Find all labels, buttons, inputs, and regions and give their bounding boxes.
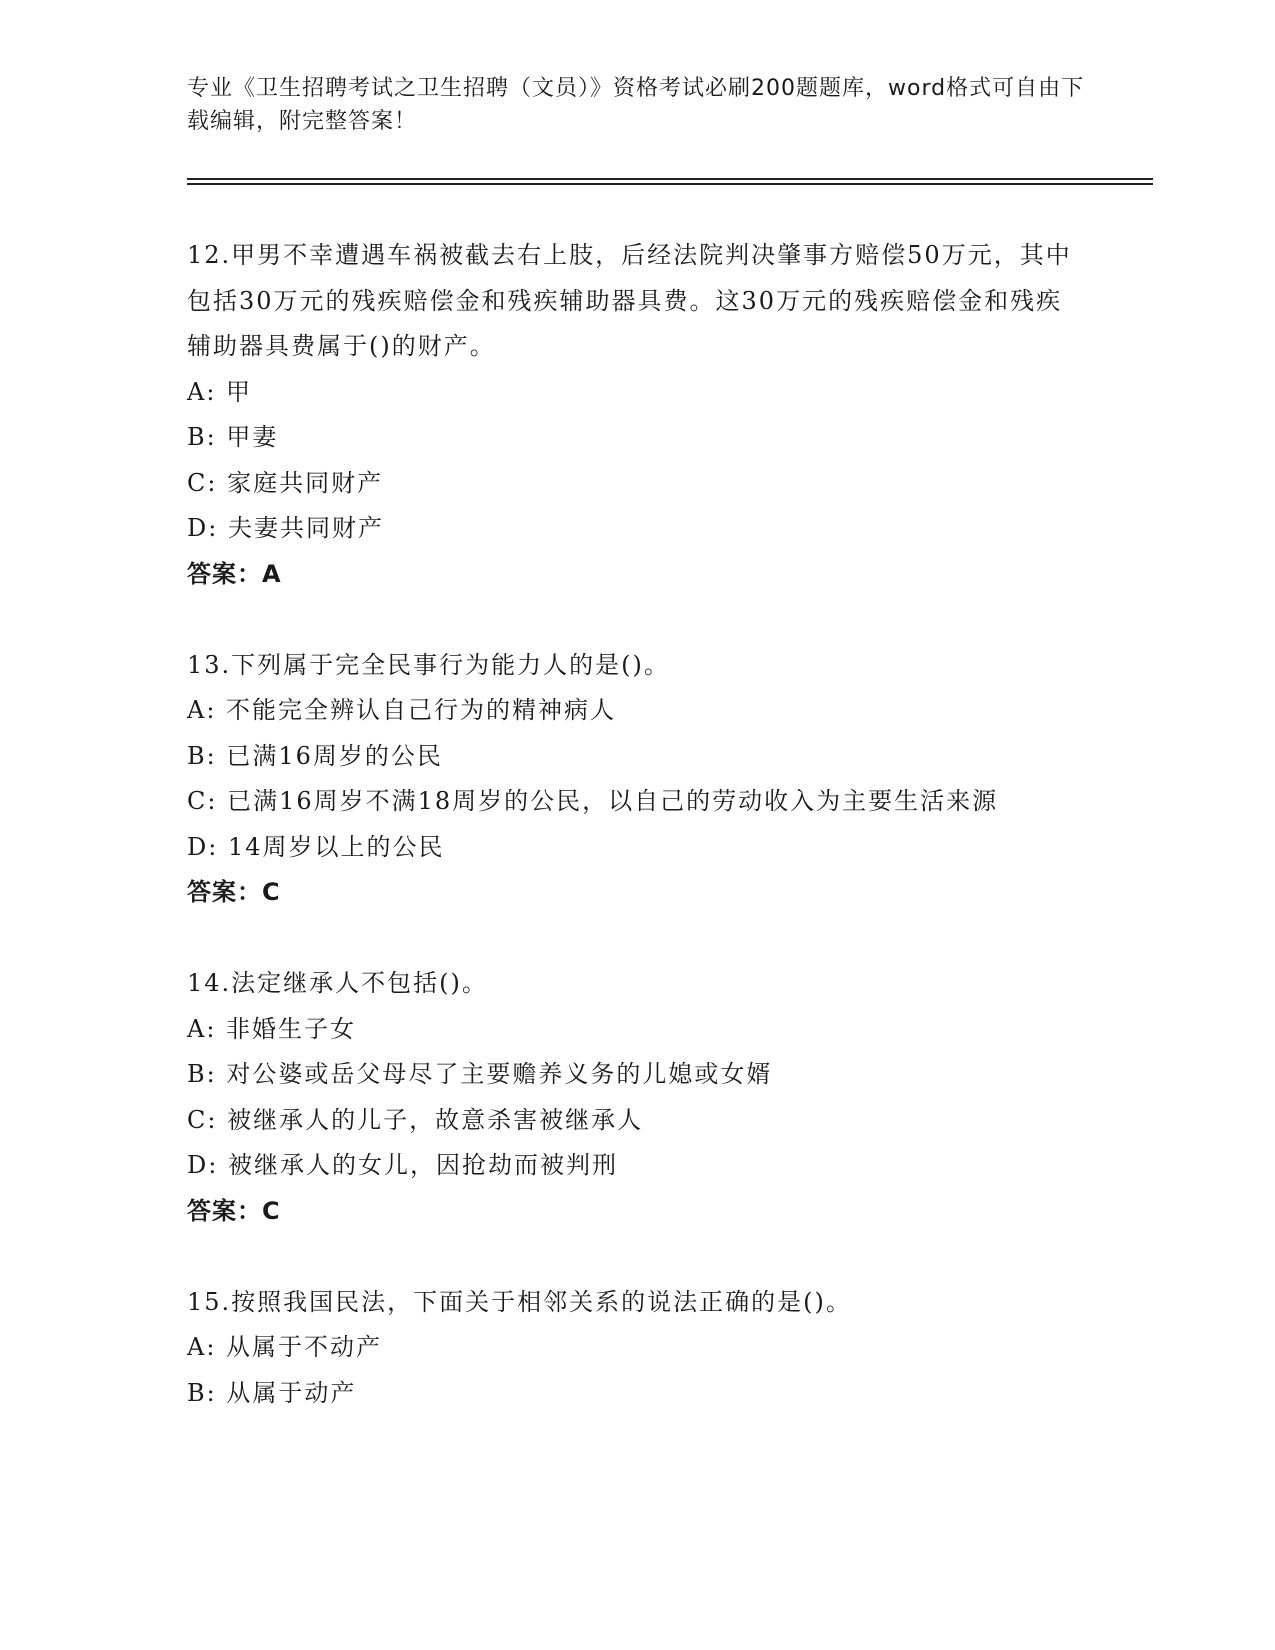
question-stem: 14.法定继承人不包括()。: [187, 969, 488, 997]
question-stem: 15.按照我国民法，下面关于相邻关系的说法正确的是()。: [187, 1287, 852, 1316]
question-13: [187, 643, 1087, 916]
header-divider-bottom: [187, 183, 1153, 185]
question-15: [187, 1280, 1087, 1417]
question-stem: 13.下列属于完全民事行为能力人的是()。: [187, 650, 670, 679]
option-c: C: 已满16周岁不满18周岁的公民，以自己的劳动收入为主要生活来源: [187, 787, 999, 815]
question-list: [187, 233, 1087, 1462]
option-b: B: 甲妻: [187, 423, 279, 451]
option-b: B: 对公婆或岳父母尽了主要赡养义务的儿媳或女婿: [187, 1060, 773, 1088]
option-a: A: 甲: [187, 377, 253, 406]
question-stem: 12.甲男不幸遭遇车祸被截去右上肢，后经法院判决肇事方赔偿50万元，其中包括30万元的残疾赔偿金和残疾辅助器具费。这30万元的残疾赔偿金和残疾辅助器具费属于()的财产。: [187, 241, 1072, 360]
option-d: D: 14周岁以上的公民: [187, 832, 445, 861]
option-c: C: 被继承人的儿子，故意杀害被继承人: [187, 1105, 644, 1134]
question-12: [187, 233, 1087, 597]
option-b: B: 已满16周岁的公民: [187, 741, 443, 770]
document-header: [187, 72, 1087, 138]
header-divider-top: [187, 178, 1153, 180]
answer-line: 答案：C: [187, 878, 281, 906]
option-b: B: 从属于动产: [187, 1378, 357, 1407]
question-14: [187, 961, 1087, 1234]
option-a: A: 不能完全辨认自己行为的精神病人: [187, 696, 617, 724]
option-d: D: 夫妻共同财产: [187, 514, 384, 542]
option-a: A: 从属于不动产: [187, 1333, 383, 1361]
option-a: A: 非婚生子女: [187, 1014, 357, 1043]
answer-line: 答案：A: [187, 559, 282, 588]
option-d: D: 被继承人的女儿，因抢劫而被判刑: [187, 1151, 618, 1179]
answer-line: 答案：C: [187, 1196, 281, 1225]
option-c: C: 家庭共同财产: [187, 468, 384, 497]
header-text: 专业《卫生招聘考试之卫生招聘（文员）》资格考试必刷200题题库，word格式可自由下载编辑，附完整答案！: [187, 76, 1085, 134]
